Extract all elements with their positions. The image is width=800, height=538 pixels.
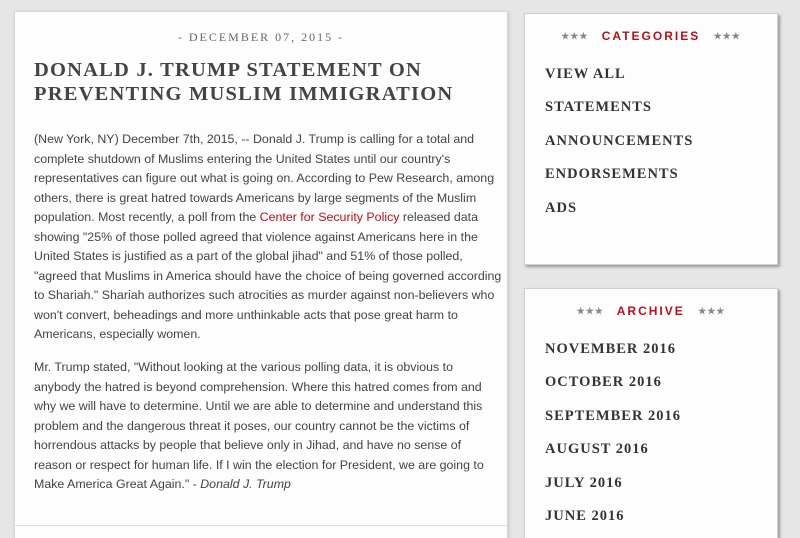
categories-heading	[525, 29, 777, 43]
archive-august-2016[interactable]: AUGUST 2016	[545, 441, 649, 458]
center-for-security-policy-link[interactable]: Center for Security Policy	[259, 210, 400, 224]
stars-left-icon: ★★★	[576, 306, 604, 316]
post-body	[34, 130, 502, 508]
paragraph-1-text-start: (New York, NY) December 7th, 2015, -- Donald J. Trump is calling for a total and complete shutdown of Muslims entering the United States until our country's representatives can figure out what is going on. According to Pew Research, among others, there is great hatred towards Americans by large segments of the Muslim population. Most recently, a poll from the	[34, 132, 495, 224]
category-announcements[interactable]: ANNOUNCEMENTS	[545, 132, 694, 149]
paragraph-1-text-end: released data showing "25% of those polled agreed that violence against Americans here in the United States is justified as a part of the global jihad" and 51% of those polled, "agreed that Muslims in America should have the choice of being governed according to Shariah." Shariah authorizes such atrocities as murder against non-believers who won't convert, beheadings and more unthinkable acts that pose great harm to Americans, especially women.	[34, 210, 502, 341]
category-view-all[interactable]: VIEW ALL	[545, 66, 626, 82]
archive-heading	[525, 304, 777, 318]
categories-widget	[524, 13, 778, 265]
category-ads[interactable]: ADS	[545, 199, 578, 216]
archive-list	[545, 341, 681, 538]
archive-july-2016[interactable]: JULY 2016	[545, 474, 623, 491]
stars-left-icon: ★★★	[561, 31, 589, 41]
quote-attribution: Donald J. Trump	[200, 477, 291, 491]
post-panel	[14, 11, 508, 538]
archive-november-2016[interactable]: NOVEMBER 2016	[545, 341, 677, 357]
category-endorsements[interactable]: ENDORSEMENTS	[545, 166, 679, 183]
post-divider	[15, 525, 507, 526]
archive-june-2016[interactable]: JUNE 2016	[545, 507, 625, 524]
paragraph-2-text: Mr. Trump stated, "Without looking at the various polling data, it is obvious to anybody the hatred is beyond comprehension. Where this hatred comes from and why we will have to determine. Until we are able to determine and understand this problem and the dangerous threat it poses, our country cannot be the victims of horrendous attacks by people that believe only in Jihad, and have no sense of reason or respect for human life. If I win the election for President, we are going to Make America Great Again." -	[34, 360, 484, 491]
stars-right-icon: ★★★	[713, 31, 741, 41]
stars-right-icon: ★★★	[698, 306, 726, 316]
archive-september-2016[interactable]: SEPTEMBER 2016	[545, 407, 682, 424]
archive-title: ARCHIVE	[616, 304, 685, 318]
post-title: DONALD J. TRUMP STATEMENT ON PREVENTING MUSLIM IMMIGRATION	[34, 59, 454, 105]
archive-october-2016[interactable]: OCTOBER 2016	[545, 374, 662, 391]
post-date: - DECEMBER 07, 2015 -	[177, 30, 345, 44]
categories-list	[545, 66, 693, 233]
categories-title: CATEGORIES	[601, 29, 701, 43]
post-paragraph-1	[34, 130, 502, 345]
post-paragraph-2	[34, 358, 502, 495]
category-statements[interactable]: STATEMENTS	[545, 99, 652, 116]
archive-widget	[524, 288, 778, 538]
